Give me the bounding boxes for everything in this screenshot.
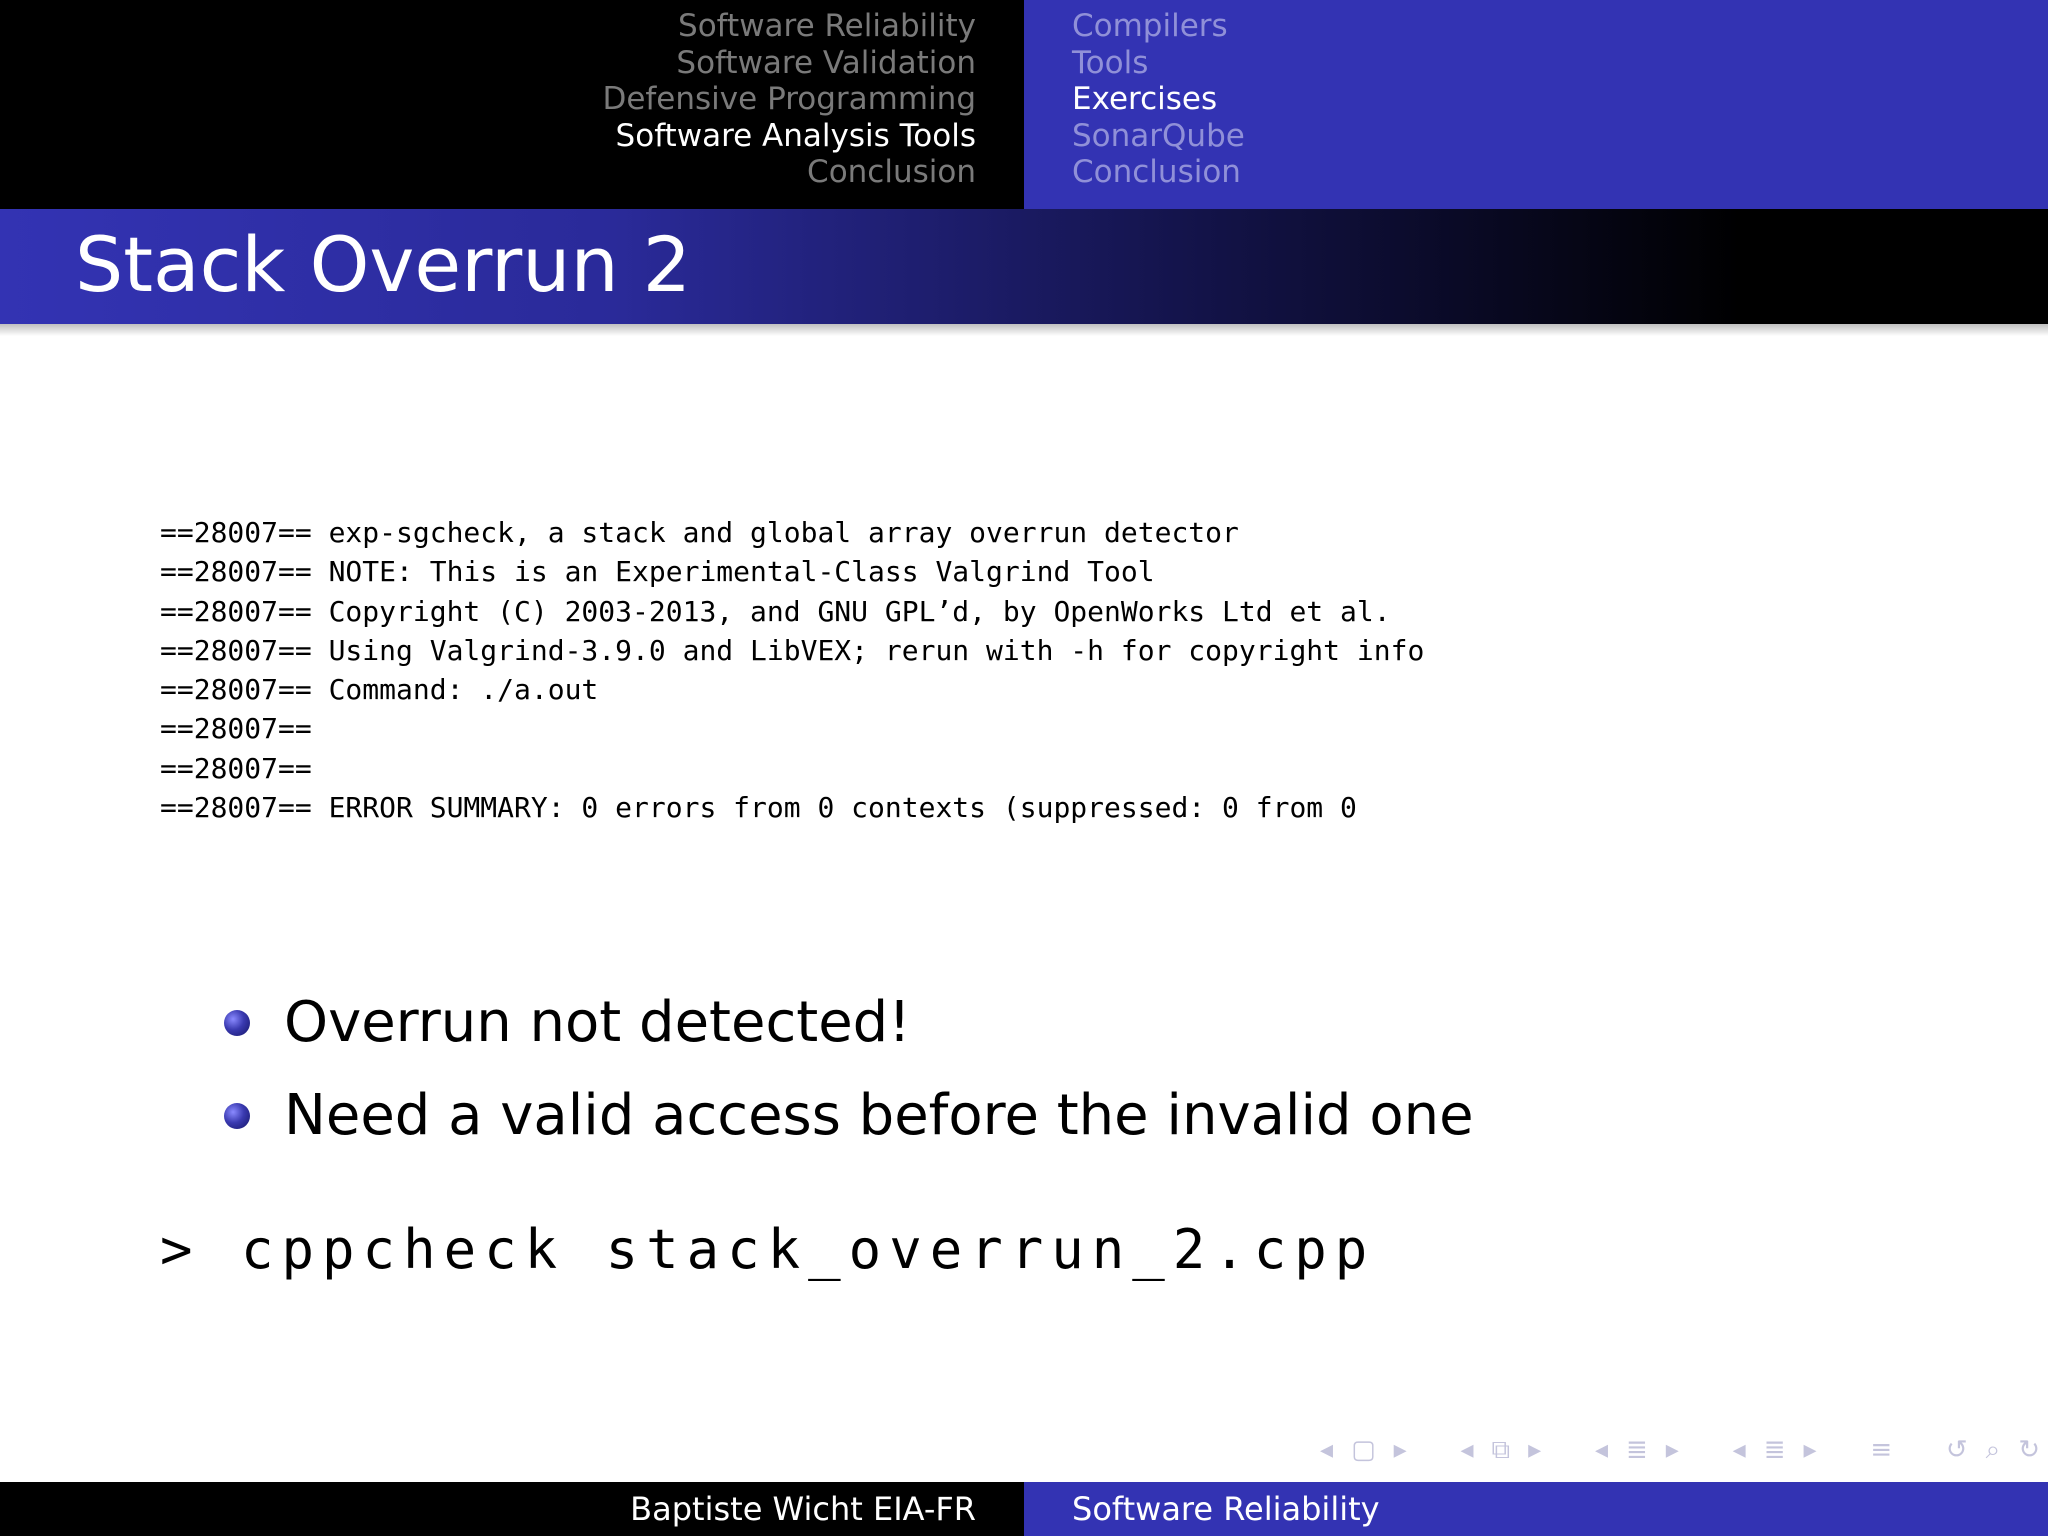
subsection-link-exercises[interactable]: Exercises bbox=[1072, 81, 1218, 117]
bullet-text: Need a valid access before the invalid one bbox=[284, 1083, 1474, 1148]
redo-icon[interactable]: ↻ bbox=[2018, 1435, 2041, 1465]
subsection-nav bbox=[1072, 8, 1245, 191]
code-line: ==28007== NOTE: This is an Experimental-Class Valgrind Tool bbox=[160, 555, 1155, 589]
code-line: ==28007== Command: ./a.out bbox=[160, 673, 599, 707]
undo-icon[interactable]: ↺ bbox=[1945, 1435, 1968, 1465]
section-link-conclusion[interactable]: Conclusion bbox=[807, 154, 976, 190]
arrow-right-icon[interactable]: ▸ bbox=[1393, 1435, 1407, 1465]
bullet-icon bbox=[224, 1103, 250, 1129]
align-icon[interactable]: ≡ bbox=[1870, 1435, 1893, 1465]
arrow-left-icon[interactable]: ◂ bbox=[1460, 1435, 1474, 1465]
frame-icon[interactable]: ▢ bbox=[1351, 1435, 1376, 1465]
code-line: ==28007== ERROR SUMMARY: 0 errors from 0 contexts (suppressed: 0 from 0 bbox=[160, 791, 1357, 825]
presentation-icon[interactable]: ≣ bbox=[1763, 1435, 1786, 1465]
bullet-item bbox=[222, 1069, 1474, 1162]
section-link-software-analysis-tools[interactable]: Software Analysis Tools bbox=[615, 117, 976, 154]
title-bar bbox=[0, 209, 2048, 324]
header-sections-panel bbox=[0, 0, 1024, 209]
valgrind-output bbox=[160, 513, 1424, 827]
bullet-list bbox=[222, 976, 1474, 1162]
code-line: ==28007== bbox=[160, 751, 312, 785]
footer-author: Baptiste Wicht EIA-FR bbox=[630, 1490, 976, 1528]
subsection-link-sonarqube[interactable]: SonarQube bbox=[1072, 117, 1245, 154]
arrow-right-icon[interactable]: ▸ bbox=[1528, 1435, 1542, 1465]
code-line: ==28007== bbox=[160, 712, 312, 746]
arrow-right-icon[interactable]: ▸ bbox=[1803, 1435, 1817, 1465]
subsection-link-compilers[interactable]: Compilers bbox=[1072, 8, 1228, 44]
section-link-defensive-programming[interactable]: Defensive Programming bbox=[602, 81, 976, 117]
arrow-left-icon[interactable]: ◂ bbox=[1320, 1435, 1334, 1465]
footer-title-panel bbox=[1024, 1482, 2048, 1536]
footer-author-panel bbox=[0, 1482, 1024, 1536]
subsection-icon[interactable]: ⧉ bbox=[1491, 1434, 1511, 1465]
search-icon[interactable]: ⌕ bbox=[1985, 1434, 2001, 1465]
section-icon[interactable]: ≣ bbox=[1626, 1435, 1648, 1465]
bullet-text: Overrun not detected! bbox=[284, 990, 911, 1055]
command-line: > cppcheck stack_overrun_2.cpp bbox=[160, 1218, 1376, 1281]
bullet-item bbox=[222, 976, 1474, 1069]
code-line: ==28007== Copyright (C) 2003-2013, and GNU GPL’d, by OpenWorks Ltd et al. bbox=[160, 594, 1391, 628]
code-line: ==28007== exp-sgcheck, a stack and global array overrun detector bbox=[160, 516, 1239, 549]
section-link-software-reliability[interactable]: Software Reliability bbox=[678, 8, 976, 44]
header-subsections-panel bbox=[1024, 0, 2048, 209]
section-nav bbox=[0, 8, 1024, 191]
bullet-icon bbox=[224, 1010, 250, 1036]
arrow-right-icon[interactable]: ▸ bbox=[1665, 1435, 1679, 1465]
code-line: ==28007== Using Valgrind-3.9.0 and LibVEX; rerun with -h for copyright info bbox=[160, 633, 1425, 667]
subsection-link-tools[interactable]: Tools bbox=[1072, 44, 1149, 81]
slide-title: Stack Overrun 2 bbox=[75, 220, 692, 309]
footer-presentation-title: Software Reliability bbox=[1072, 1490, 1380, 1528]
subsection-link-conclusion[interactable]: Conclusion bbox=[1072, 154, 1241, 190]
arrow-left-icon[interactable]: ◂ bbox=[1732, 1435, 1746, 1465]
beamer-navigation-symbols bbox=[1320, 1432, 2040, 1468]
arrow-left-icon[interactable]: ◂ bbox=[1594, 1435, 1608, 1465]
section-link-software-validation[interactable]: Software Validation bbox=[676, 44, 976, 81]
